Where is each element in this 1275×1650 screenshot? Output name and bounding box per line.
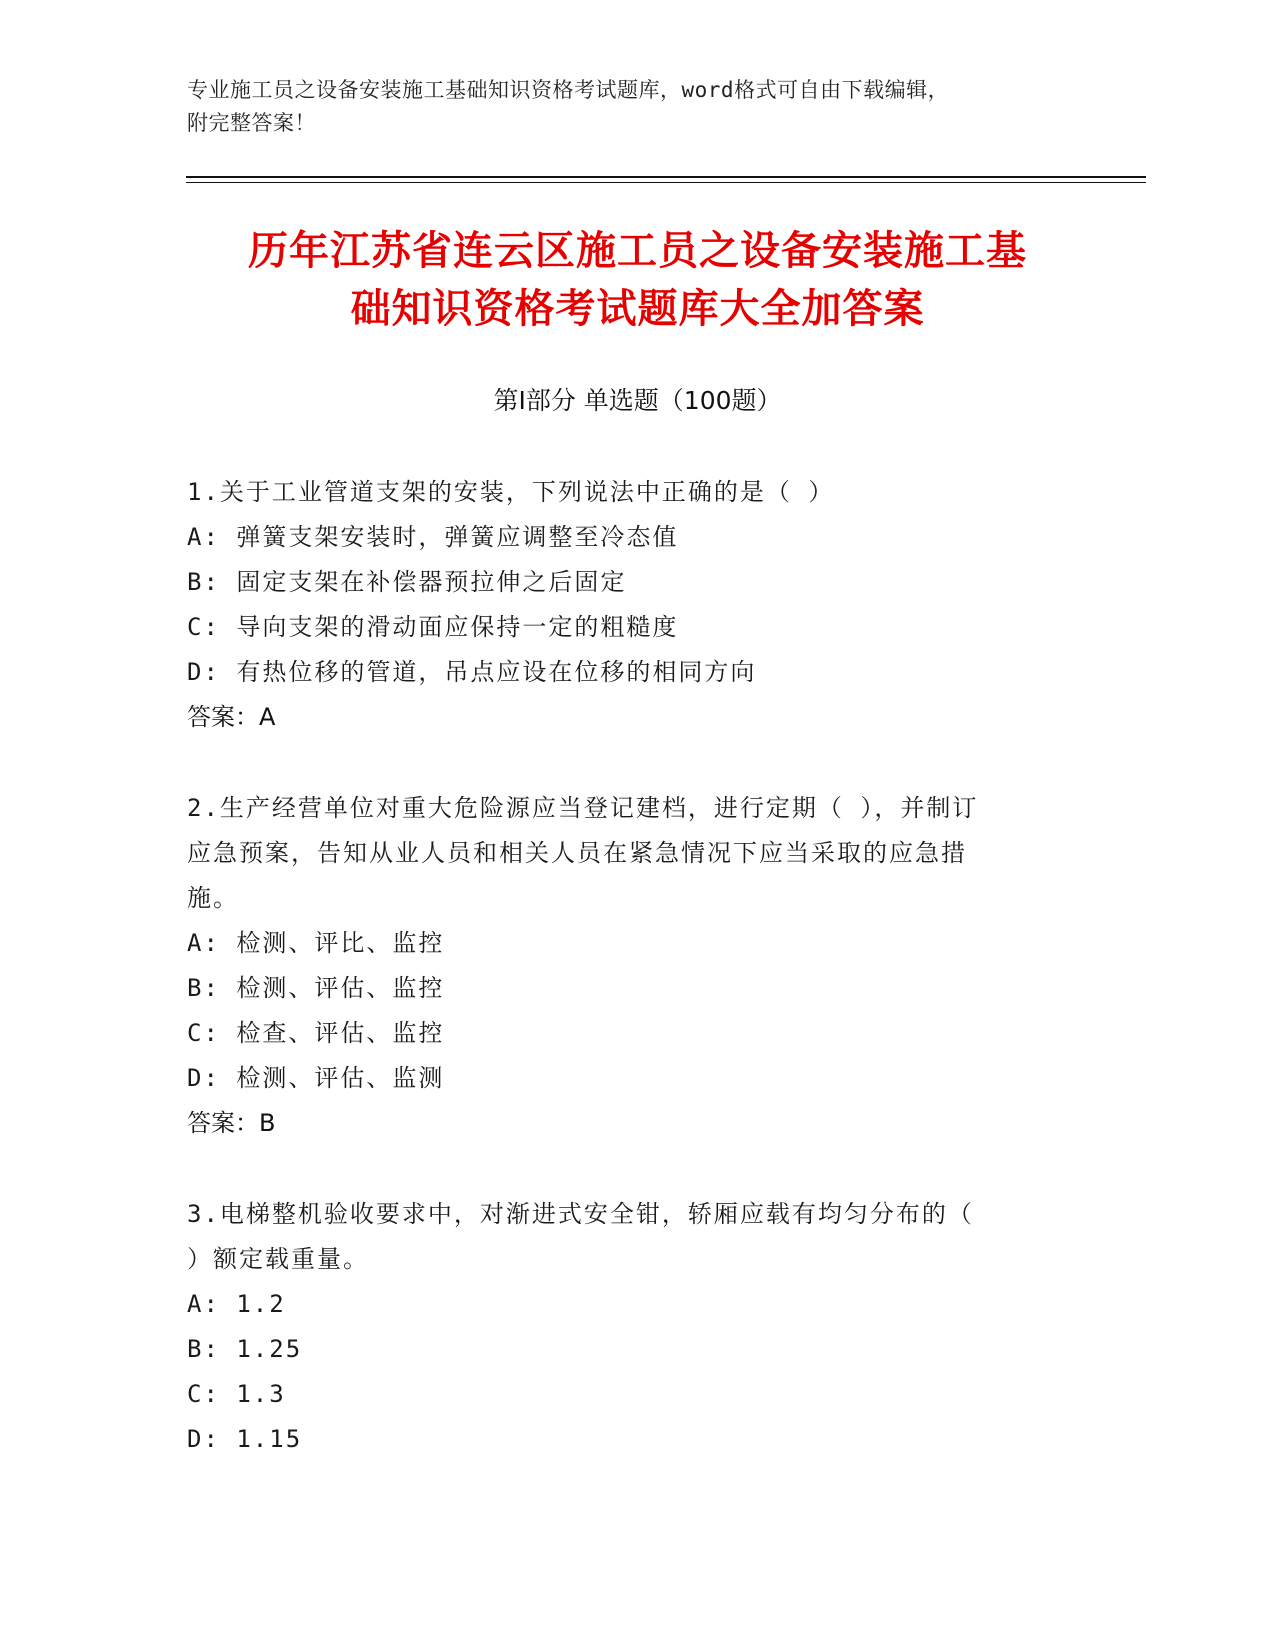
answer-line: 答案：A xyxy=(187,703,276,731)
header-note-line: 附完整答案！ xyxy=(187,111,316,135)
option-b: B: 固定支架在补偿器预拉伸之后固定 xyxy=(187,568,627,596)
document-title-line: 础知识资格考试题库大全加答案 xyxy=(350,286,925,332)
question-stem: 施。 xyxy=(187,884,239,912)
option-c: C: 1.3 xyxy=(187,1380,286,1408)
question-stem: ）额定载重量。 xyxy=(187,1245,369,1273)
question-stem: 3.电梯整机验收要求中，对渐进式安全钳，轿厢应载有均匀分布的（ xyxy=(187,1200,974,1228)
question-3 xyxy=(187,1192,1067,1462)
header-note-line: 专业施工员之设备安装施工基础知识资格考试题库，word格式可自由下载编辑， xyxy=(187,78,950,102)
option-c: C: 检查、评估、监控 xyxy=(187,1019,445,1047)
question-list xyxy=(187,470,1067,1508)
answer-line: 答案：B xyxy=(187,1109,276,1137)
header-note xyxy=(187,74,1067,140)
document-title xyxy=(140,222,1135,338)
option-b: B: 1.25 xyxy=(187,1335,303,1363)
header-divider-thick xyxy=(186,176,1146,178)
question-stem: 应急预案，告知从业人员和相关人员在紧急情况下应当采取的应急措 xyxy=(187,839,967,867)
option-a: A: 检测、评比、监控 xyxy=(187,929,445,957)
question-2 xyxy=(187,786,1067,1146)
question-stem: 1.关于工业管道支架的安装，下列说法中正确的是（ ） xyxy=(187,478,835,506)
option-a: A: 1.2 xyxy=(187,1290,286,1318)
option-d: D: 检测、评估、监测 xyxy=(187,1064,445,1092)
section-heading: 第Ⅰ部分 单选题（100题） xyxy=(493,386,782,415)
option-b: B: 检测、评估、监控 xyxy=(187,974,445,1002)
header-divider-thin xyxy=(186,182,1146,183)
question-stem: 2.生产经营单位对重大危险源应当登记建档，进行定期（ ），并制订 xyxy=(187,794,979,822)
option-a: A: 弹簧支架安装时，弹簧应调整至冷态值 xyxy=(187,523,679,551)
option-c: C: 导向支架的滑动面应保持一定的粗糙度 xyxy=(187,613,679,641)
document-title-line: 历年江苏省连云区施工员之设备安装施工基 xyxy=(248,228,1027,274)
option-d: D: 有热位移的管道，吊点应设在位移的相同方向 xyxy=(187,658,757,686)
question-1 xyxy=(187,470,1067,740)
option-d: D: 1.15 xyxy=(187,1425,303,1453)
